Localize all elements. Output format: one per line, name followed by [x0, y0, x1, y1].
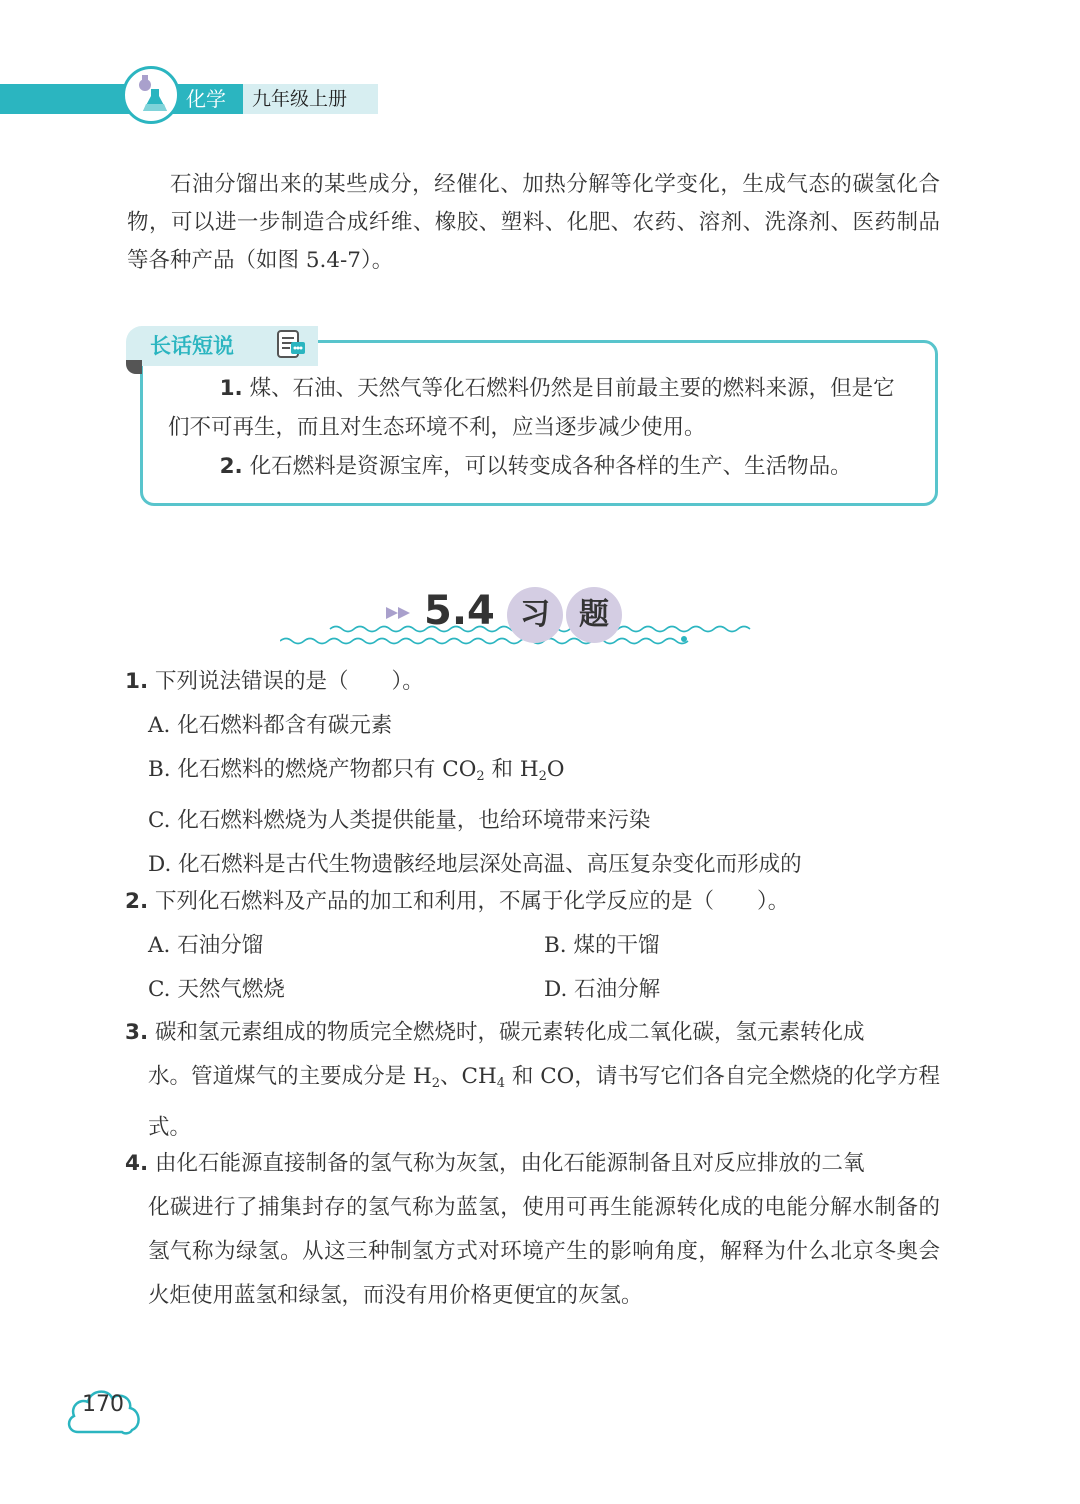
option-b-text: B. 化石燃料的燃烧产物都只有 CO [148, 757, 477, 782]
exercise-2 [125, 880, 940, 1012]
header-book-title: 九年级上册 [252, 88, 348, 110]
document-icon [274, 328, 308, 366]
summary-item-text: 化石燃料是资源宝库，可以转变成各种各样的生产、生活物品。 [242, 454, 852, 479]
option-c: C. 天然气燃烧 [148, 977, 285, 1002]
page-number: 170 [82, 1392, 124, 1417]
question-stem [125, 1142, 940, 1186]
question-number: 1. [125, 669, 149, 694]
question-text: 由化石能源直接制备的氢气称为灰氢，由化石能源制备且对反应排放的二氧 [148, 1151, 865, 1176]
summary-title: 长话短说 [150, 334, 234, 358]
summary-item [168, 447, 913, 486]
exercise-1 [125, 660, 940, 887]
option-b: B. 煤的干馏 [544, 933, 660, 958]
question-text: 碳和氢元素组成的物质完全燃烧时，碳元素转化成二氧化碳，氢元素转化成 [148, 1020, 865, 1045]
question-continuation [125, 1055, 940, 1150]
summary-body [168, 369, 913, 486]
exercise-4 [125, 1142, 940, 1318]
option-b [125, 748, 940, 799]
subscript: 2 [538, 769, 547, 784]
summary-item-number: 2. [219, 454, 243, 479]
question-text: 、CH [440, 1064, 497, 1089]
header-subject: 化学 [186, 87, 226, 111]
subscript: 2 [431, 1076, 441, 1091]
question-number: 3. [125, 1020, 149, 1045]
section-char-circle: 题 [566, 587, 622, 643]
question-stem [125, 660, 940, 704]
option-row [125, 968, 940, 1012]
question-stem [125, 1011, 940, 1055]
option-d: D. 石油分解 [544, 977, 661, 1002]
option-b-text: 和 H [484, 757, 539, 782]
section-char-circle: 习 [507, 587, 563, 643]
exercise-3 [125, 1011, 940, 1150]
option-a: A. 石油分馏 [148, 933, 264, 958]
option-d: D. 化石燃料是古代生物遗骸经地层深处高温、高压复杂变化而形成的 [148, 852, 802, 877]
question-text: 水。管道煤气的主要成分是 H [148, 1064, 432, 1089]
intro-text: 石油分馏出来的某些成分，经催化、加热分解等化学变化，生成气态的碳氢化合物，可以进一步制造合成纤维、橡胶、塑料、化肥、农药、溶剂、洗涤剂、医药制品等各种产品（如图 5.4-7）。 [127, 172, 940, 273]
question-text: 下列化石燃料及产品的加工和利用，不属于化学反应的是（ ）。 [148, 889, 790, 914]
double-arrow-icon [386, 607, 410, 619]
summary-tab-fold [126, 360, 142, 374]
question-text: 和 CO，请书写它们各自完全燃烧的化学方程式。 [148, 1064, 941, 1140]
option-c: C. 化石燃料燃烧为人类提供能量，也给环境带来污染 [148, 808, 651, 833]
subscript: 4 [496, 1076, 506, 1091]
summary-item-text: 煤、石油、天然气等化石燃料仍然是目前最主要的燃料来源，但是它们不可再生，而且对生态环境不利，应当逐步减少使用。 [168, 376, 895, 440]
question-stem [125, 880, 940, 924]
question-continuation: 化碳进行了捕集封存的氢气称为蓝氢，使用可再生能源转化成的电能分解水制备的氢气称为绿氢。从这三种制氢方式对环境产生的影响角度，解释为什么北京冬奥会火炬使用蓝氢和绿氢，而没有用价格更便宜的灰氢。 [148, 1195, 940, 1308]
question-number: 2. [125, 889, 149, 914]
option-b-text: O [546, 757, 565, 782]
subscript: 2 [476, 769, 485, 784]
option-a: A. 化石燃料都含有碳元素 [148, 713, 393, 738]
option-row [125, 924, 940, 968]
question-text: 下列说法错误的是（ ）。 [148, 669, 424, 694]
intro-paragraph [127, 166, 940, 280]
section-number: 5.4 [424, 588, 495, 634]
summary-item-number: 1. [219, 376, 243, 401]
question-number: 4. [125, 1151, 149, 1176]
flask-icon [122, 66, 180, 124]
summary-item [168, 369, 913, 447]
